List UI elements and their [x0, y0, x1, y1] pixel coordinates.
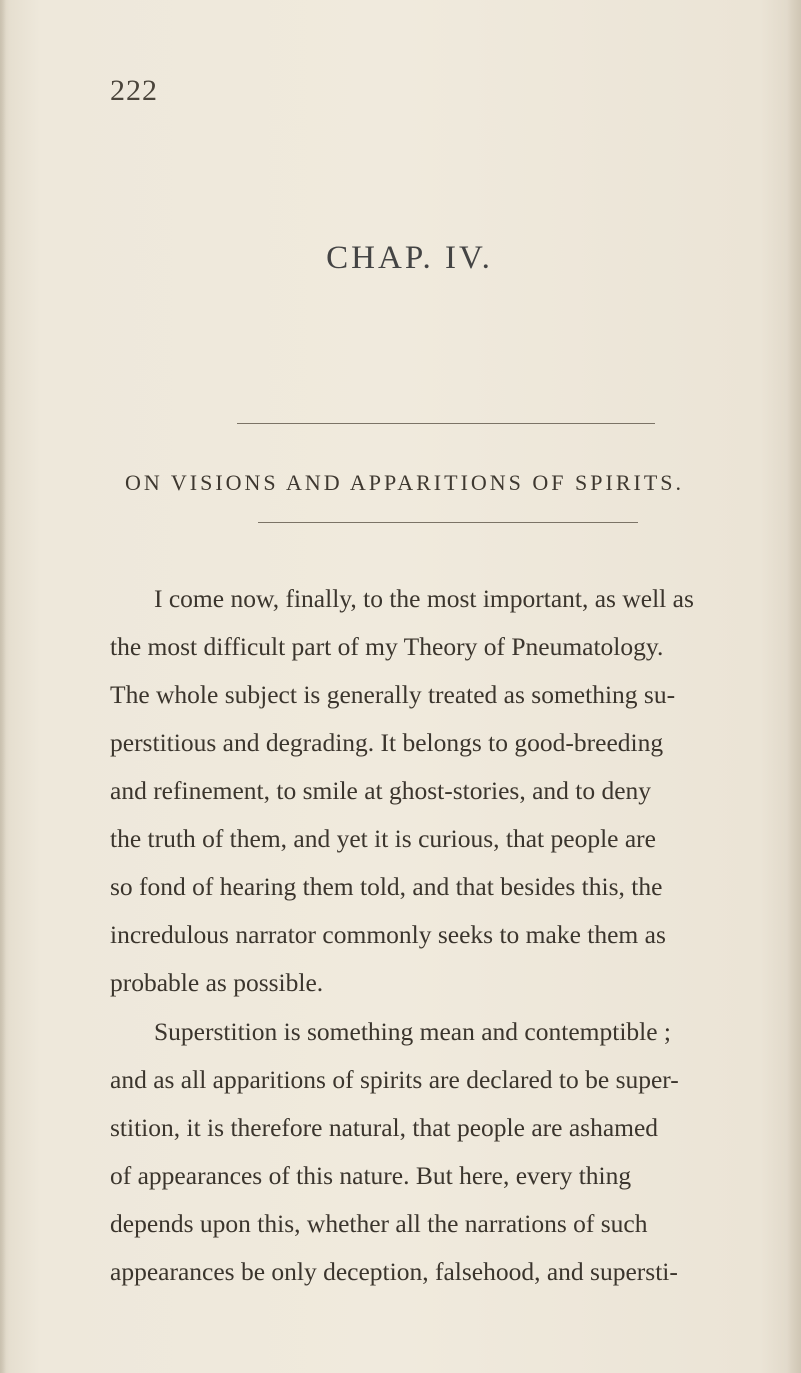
text-line: Superstition is something mean and contemptible ; — [154, 1017, 672, 1046]
text-line: and as all apparitions of spirits are declared to be super- — [110, 1065, 679, 1094]
paragraph-1 — [110, 575, 801, 1007]
rule-below-heading — [258, 522, 638, 523]
text-line: incredulous narrator commonly seeks to make them as — [110, 920, 666, 949]
text-line: perstitious and degrading. It belongs to good-breeding — [110, 728, 664, 757]
page-number: 222 — [110, 74, 158, 107]
text-line: appearances be only deception, falsehood, and supersti- — [110, 1257, 678, 1286]
text-line: The whole subject is generally treated as something su- — [110, 680, 676, 709]
paragraph-2 — [110, 1008, 801, 1296]
text-line: I come now, finally, to the most important, as well as — [154, 584, 694, 613]
rule-above-heading — [237, 423, 655, 424]
text-line: and refinement, to smile at ghost-stories, and to deny — [110, 776, 652, 805]
text-line: the most difficult part of my Theory of Pneumatology. — [110, 632, 664, 661]
text-line: probable as possible. — [110, 968, 324, 997]
gutter-shadow — [0, 0, 6, 1373]
text-line: stition, it is therefore natural, that people are ashamed — [110, 1113, 659, 1142]
text-line: the truth of them, and yet it is curious, that people are — [110, 824, 656, 853]
text-line: of appearances of this nature. But here, every thing — [110, 1161, 632, 1190]
text-line: depends upon this, whether all the narrations of such — [110, 1209, 648, 1238]
text-line: so fond of hearing them told, and that besides this, the — [110, 872, 663, 901]
chapter-title: CHAP. IV. — [326, 240, 493, 276]
section-heading: ON VISIONS AND APPARITIONS OF SPIRITS. — [125, 470, 684, 495]
